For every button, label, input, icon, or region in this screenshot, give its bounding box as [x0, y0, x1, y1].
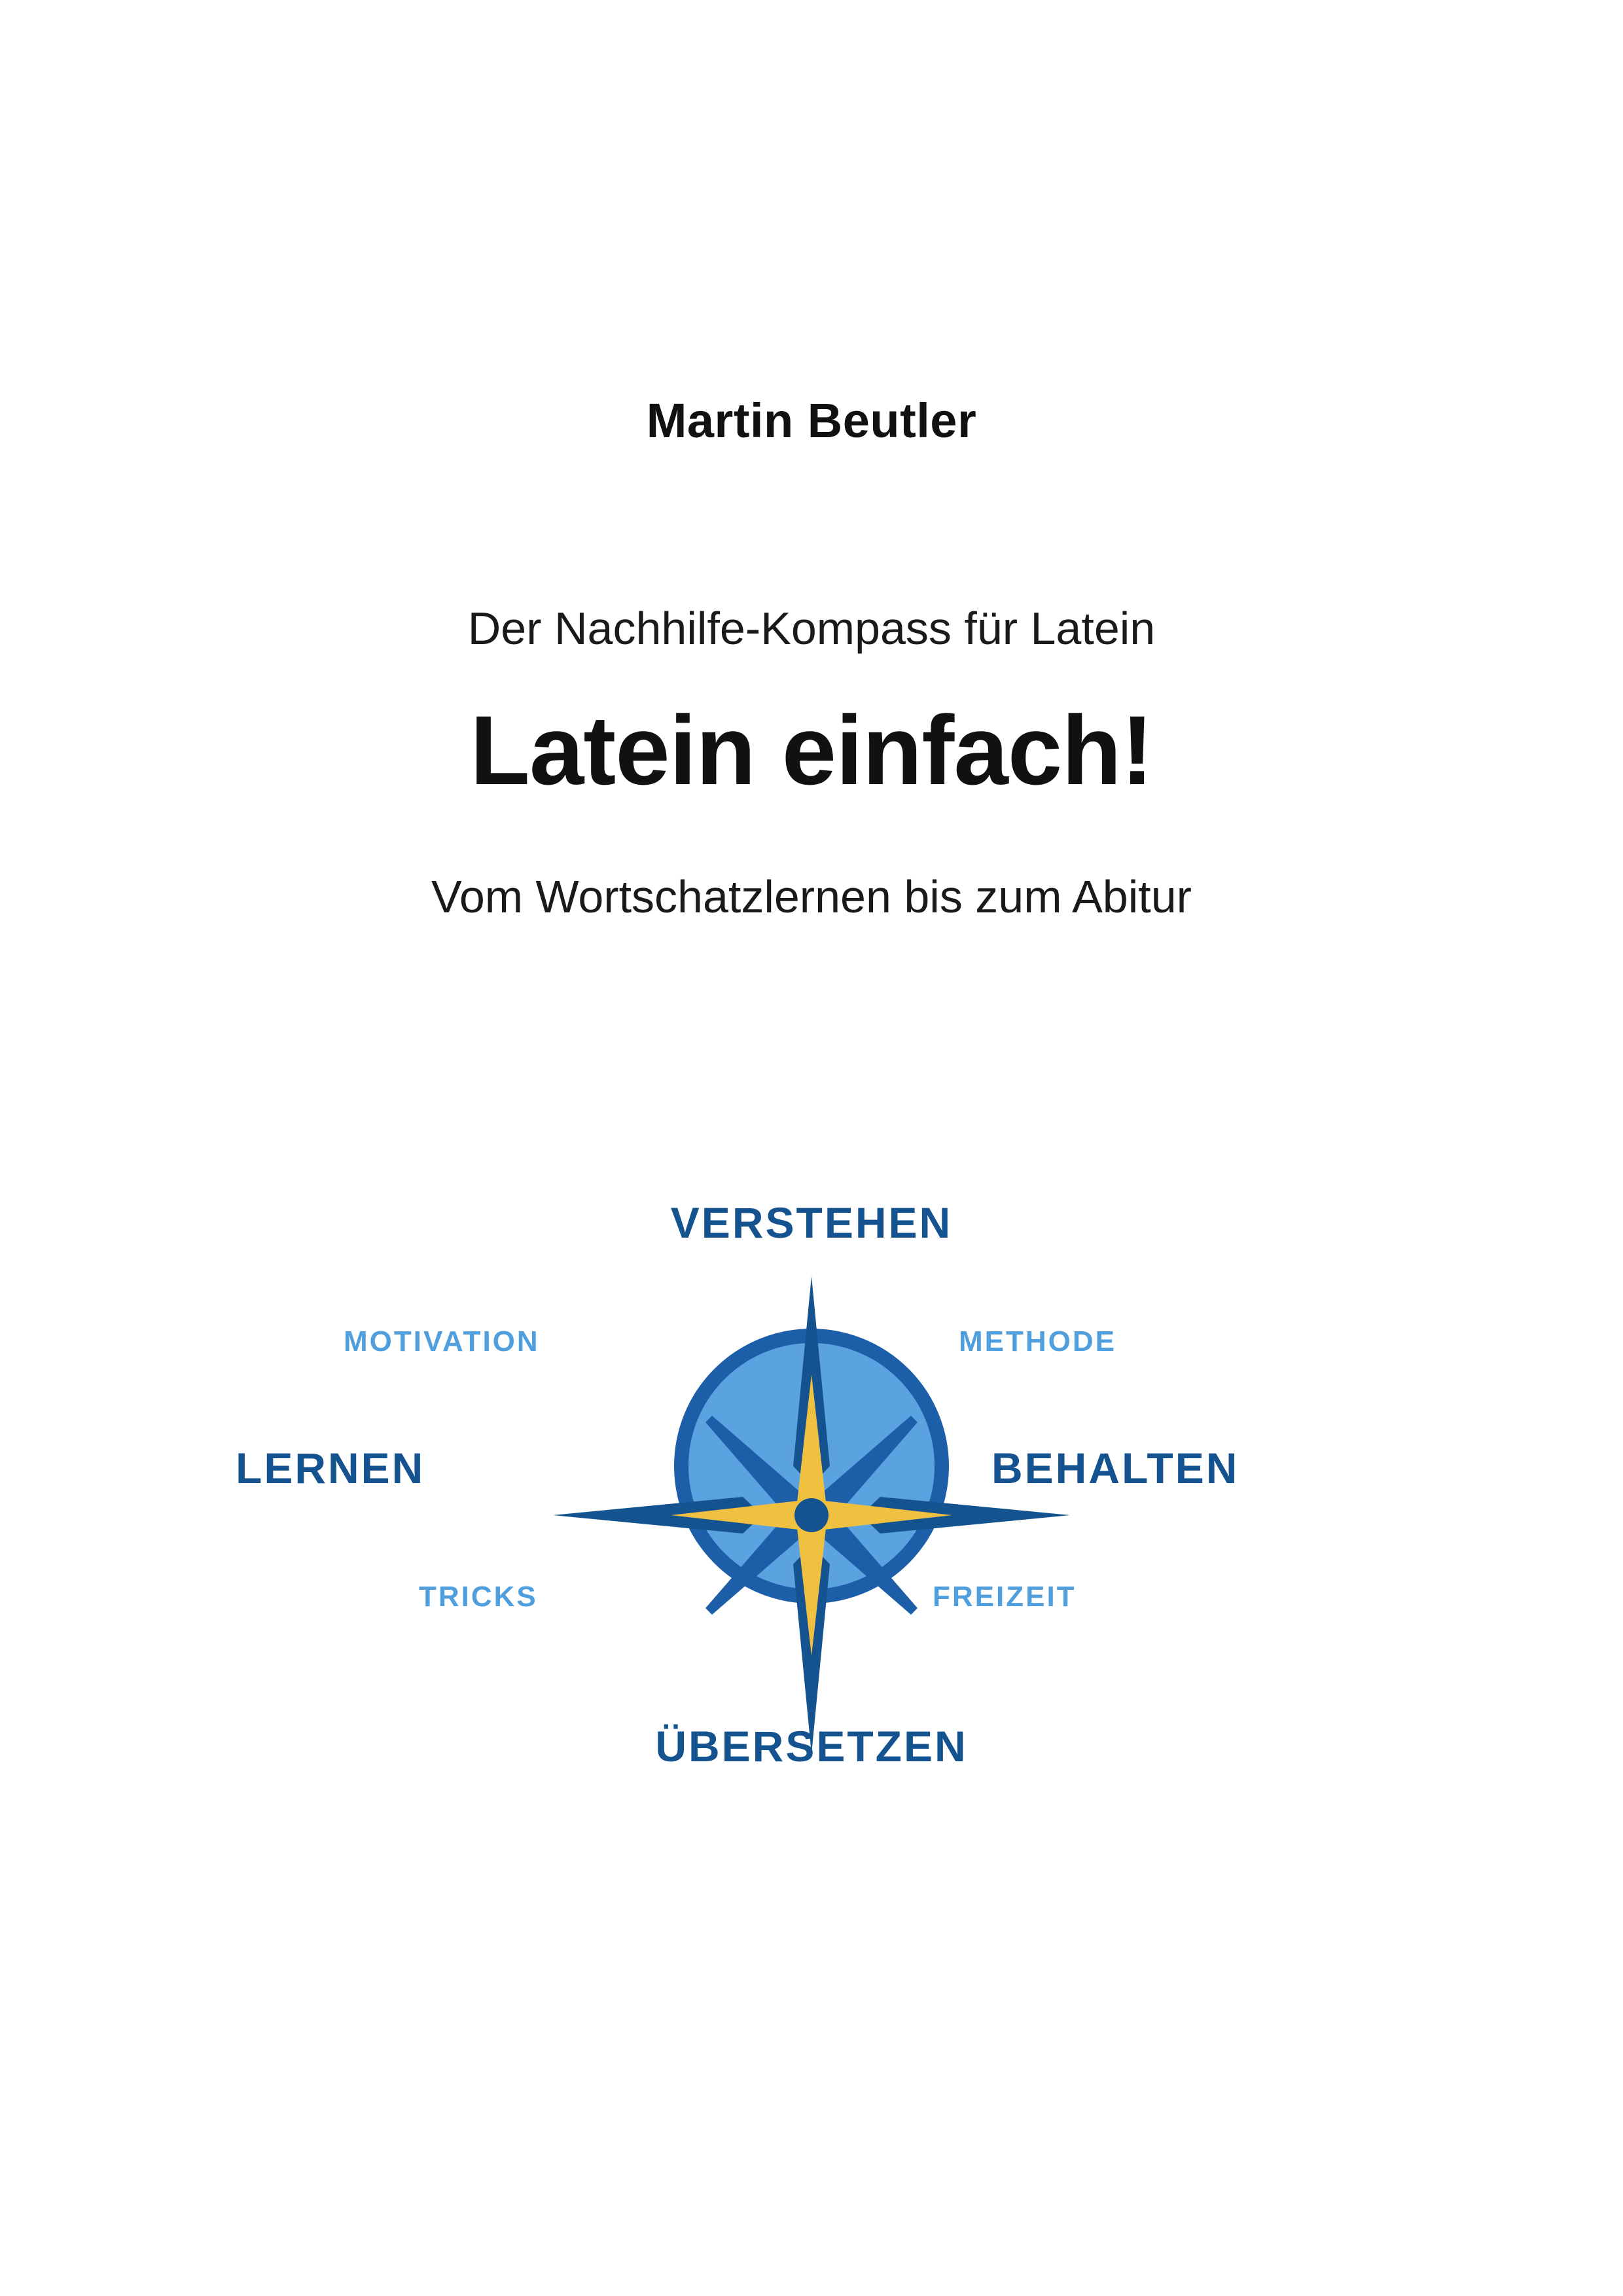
series-title: Der Nachhilfe-Kompass für Latein — [467, 603, 1156, 654]
compass-label-northwest: MOTIVATION — [344, 1325, 540, 1357]
book-subtitle: Vom Wortschatzlernen bis zum Abitur — [431, 871, 1192, 922]
compass-label-west: LERNEN — [236, 1444, 425, 1492]
compass-label-south: ÜBERSETZEN — [655, 1722, 968, 1770]
book-title: Latein einfach! — [470, 695, 1153, 805]
author-name: Martin Beutler — [646, 393, 977, 448]
compass-label-southeast: FREIZEIT — [933, 1581, 1077, 1613]
compass-label-east: BEHALTEN — [991, 1444, 1240, 1492]
compass-label-northeast: METHODE — [959, 1325, 1116, 1357]
compass-illustration — [223, 1178, 1400, 1898]
compass-rose-icon — [223, 1178, 1400, 1898]
compass-label-north: VERSTEHEN — [670, 1198, 953, 1247]
compass-label-southwest: TRICKS — [419, 1581, 538, 1613]
